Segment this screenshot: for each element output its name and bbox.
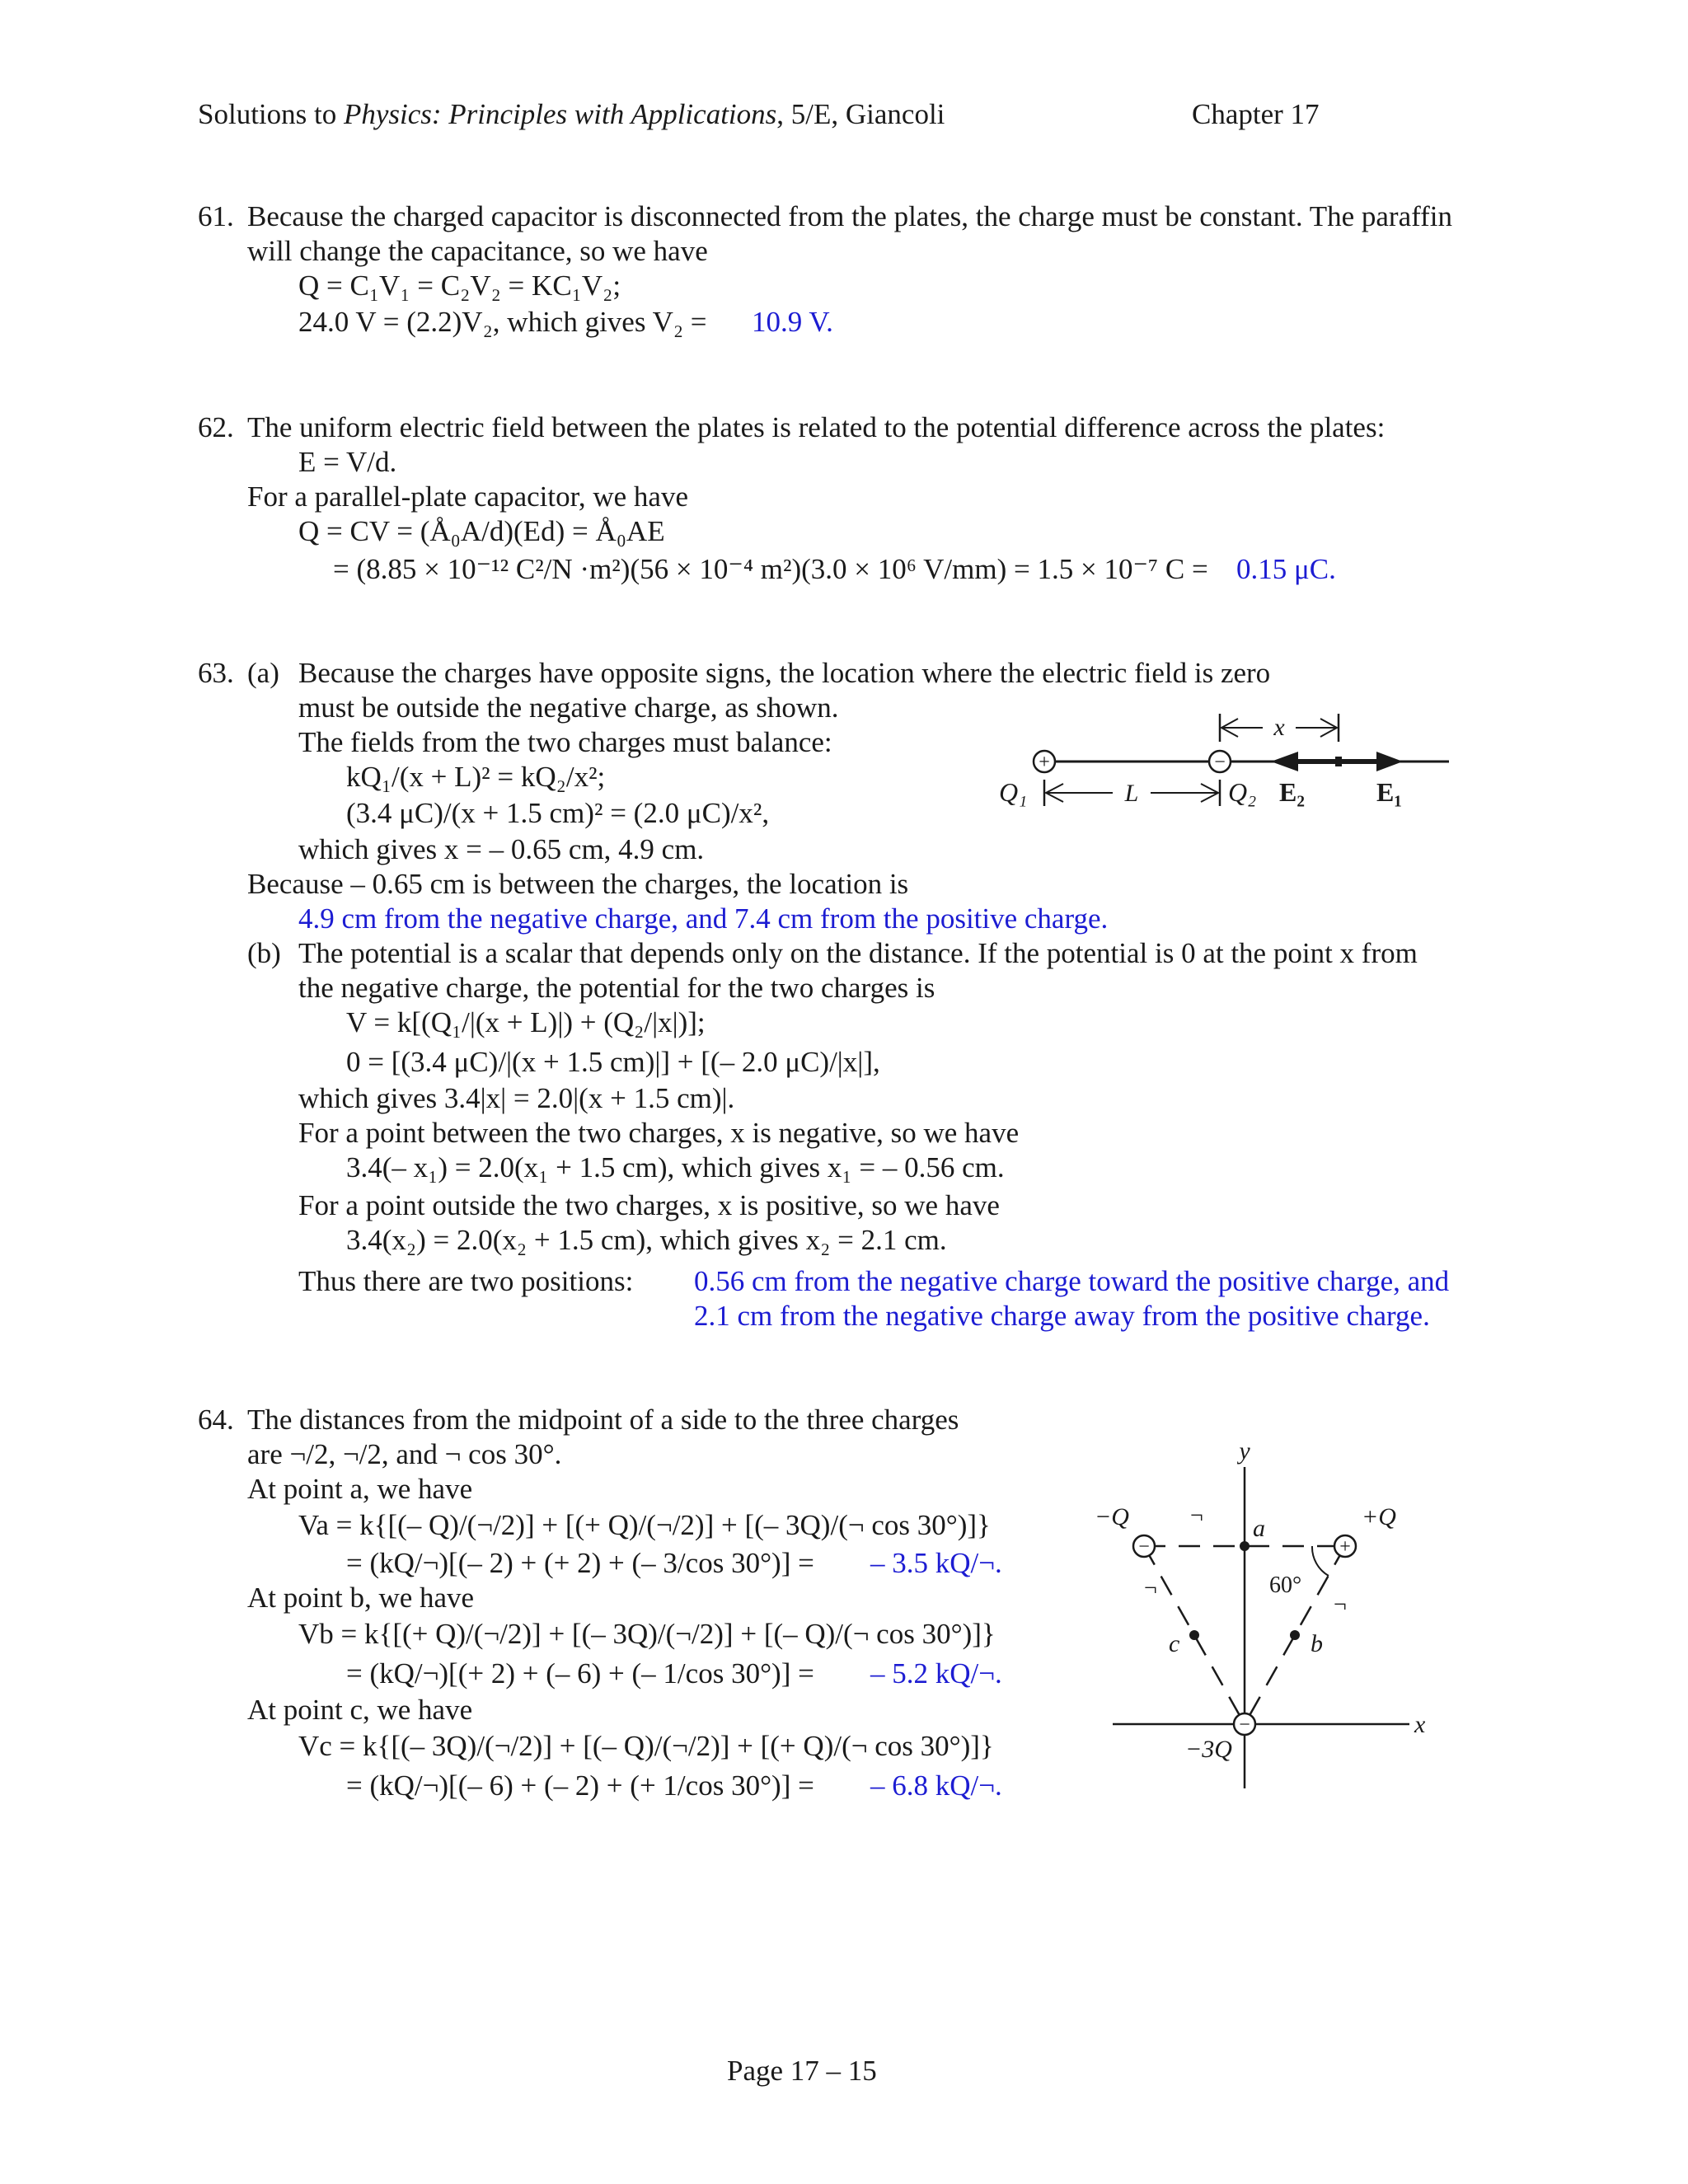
- problem-64-va-2: = (kQ/¬)[(– 2) + (+ 2) + (– 3/cos 30°)] =: [346, 1547, 814, 1579]
- side-label-top: ¬: [1190, 1503, 1203, 1529]
- problem-63-a-line-2: must be outside the negative charge, as shown.: [298, 691, 839, 724]
- q2-label: Q₂: [1228, 777, 1257, 807]
- problem-62-line-1: The uniform electric field between the plates is related to the potential difference across the plates:: [247, 411, 1386, 443]
- x-label: x: [1273, 714, 1285, 741]
- problem-63-equation-4: 0 = [(3.4 μC)/|(x + 1.5 cm)|] + [(– 2.0 μC)/|x|],: [346, 1046, 880, 1078]
- problem-64-va-1: Va = k{[(– Q)/(¬/2)] + [(+ Q)/(¬/2)] + [(– 3Q)/(¬ cos 30°)]}: [298, 1509, 991, 1541]
- point-b-label: b: [1311, 1630, 1323, 1657]
- angle-label: 60°: [1269, 1572, 1302, 1598]
- problem-63-part-a-label: (a): [247, 657, 279, 689]
- header-prefix: Solutions to: [198, 98, 344, 130]
- point-a-label: a: [1253, 1515, 1265, 1542]
- problem-64-line-1: The distances from the midpoint of a side to the three charges: [247, 1404, 959, 1436]
- point-b: [1290, 1630, 1300, 1640]
- problem-63-b-line-1: The potential is a scalar that depends only on the distance. If the potential is 0 at the point x from: [298, 937, 1418, 969]
- angle-arc: [1312, 1546, 1329, 1576]
- problem-64-number: 64.: [198, 1404, 234, 1436]
- problem-63-a-line-5: Because – 0.65 cm is between the charges, the location is: [247, 868, 909, 900]
- side-label-left: ¬: [1144, 1576, 1157, 1601]
- y-axis-label: y: [1239, 1437, 1250, 1465]
- problem-61-line-2: will change the capacitance, so we have: [247, 235, 708, 267]
- problem-63-equation-5: 3.4(– x₁) = 2.0(x₁ + 1.5 cm), which gives x₁ = – 0.56 cm.: [346, 1151, 1005, 1183]
- e2-label: E₂: [1279, 777, 1305, 807]
- problem-64-vc-2: = (kQ/¬)[(– 6) + (– 2) + (+ 1/cos 30°)] =: [346, 1769, 814, 1802]
- problem-62-equation-3: = (8.85 × 10⁻¹² C²/N ·m²)(56 × 10⁻⁴ m²)(3.0 × 10⁶ V/mm) = 1.5 × 10⁻⁷ C =: [333, 553, 1208, 585]
- problem-61-equation-2: 24.0 V = (2.2)V₂, which gives V₂ =: [298, 306, 707, 338]
- charge-label-neg-3q: −3Q: [1185, 1736, 1232, 1763]
- problem-64-vc-1: Vc = k{[(– 3Q)/(¬/2)] + [(– Q)/(¬/2)] + [(+ Q)/(¬ cos 30°)]}: [298, 1730, 994, 1762]
- problem-61-answer: 10.9 V.: [752, 306, 833, 338]
- page-number: Page 17 – 15: [727, 2055, 877, 2087]
- problem-64-vb-2: = (kQ/¬)[(+ 2) + (– 6) + (– 1/cos 30°)] =: [346, 1657, 814, 1690]
- problem-63-part-b-label: (b): [247, 937, 281, 969]
- problem-63-equation-2: (3.4 μC)/(x + 1.5 cm)² = (2.0 μC)/x²,: [346, 797, 770, 829]
- charge-label-pos-q: +Q: [1362, 1503, 1396, 1530]
- header-suffix: , 5/E, Giancoli: [776, 98, 945, 130]
- problem-63-b-line-3: which gives 3.4|x| = 2.0|(x + 1.5 cm)|.: [298, 1082, 735, 1114]
- problem-64-line-2: are ¬/2, ¬/2, and ¬ cos 30°.: [247, 1438, 562, 1470]
- point-a: [1240, 1541, 1250, 1551]
- problem-63-a-line-1: Because the charges have opposite signs, the location where the electric field is zero: [298, 657, 1271, 689]
- e1-arrow-head: [1376, 752, 1403, 771]
- problem-63-answer-b-2: 2.1 cm from the negative charge away from the positive charge.: [694, 1300, 1430, 1332]
- book-title: Physics: Principles with Applications: [343, 98, 777, 130]
- problem-63-b-line-6: Thus there are two positions:: [298, 1265, 634, 1297]
- negative-3q-sign: −: [1239, 1714, 1250, 1736]
- problem-63-b-line-2: the negative charge, the potential for the two charges is: [298, 972, 935, 1004]
- e2-arrow-head: [1271, 752, 1298, 771]
- chapter-label: Chapter 17: [1192, 98, 1320, 130]
- problem-63-equation-6: 3.4(x₂) = 2.0(x₂ + 1.5 cm), which gives x₂ = 2.1 cm.: [346, 1224, 947, 1256]
- page-header: [198, 97, 945, 132]
- problem-61-line-1: Because the charged capacitor is disconnected from the plates, the charge must be constant. The paraffin: [247, 200, 1453, 232]
- charges-on-line-figure: [973, 701, 1484, 824]
- problem-63-b-line-4: For a point between the two charges, x is negative, so we have: [298, 1117, 1020, 1149]
- problem-63-b-line-5: For a point outside the two charges, x is positive, so we have: [298, 1189, 1000, 1221]
- problem-63-equation-1: kQ₁/(x + L)² = kQ₂/x²;: [346, 761, 606, 793]
- problem-64-vb-1: Vb = k{[(+ Q)/(¬/2)] + [(– 3Q)/(¬/2)] + [(– Q)/(¬ cos 30°)]}: [298, 1618, 996, 1650]
- side-label-right: ¬: [1334, 1592, 1347, 1618]
- problem-63-equation-3: V = k[(Q₁/|(x + L)|) + (Q₂/|x|)];: [346, 1006, 706, 1038]
- problem-64-answer-a: – 3.5 kQ/¬.: [870, 1547, 1002, 1579]
- e1-label: E₁: [1376, 777, 1402, 807]
- problem-61-number: 61.: [198, 200, 234, 232]
- problem-62-equation-2: Q = CV = (Å₀A/d)(Ed) = Å₀AE: [298, 515, 665, 547]
- q1-label: Q₁: [999, 777, 1028, 807]
- problem-61-equation-1: Q = C₁V₁ = C₂V₂ = KC₁V₂;: [298, 269, 621, 302]
- l-label: L: [1124, 780, 1139, 807]
- problem-64-answer-c: – 6.8 kQ/¬.: [870, 1769, 1002, 1802]
- negative-sign: −: [1214, 752, 1226, 773]
- zero-field-point: [1335, 757, 1342, 766]
- positive-q-sign: +: [1339, 1536, 1351, 1558]
- problem-63-answer-b-1: 0.56 cm from the negative charge toward the positive charge, and: [694, 1265, 1450, 1297]
- problem-63-a-line-4: which gives x = – 0.65 cm, 4.9 cm.: [298, 833, 705, 865]
- problem-64-line-5: At point c, we have: [247, 1694, 473, 1726]
- positive-sign: +: [1039, 752, 1050, 773]
- problem-64-line-3: At point a, we have: [247, 1473, 473, 1505]
- problem-64-line-4: At point b, we have: [247, 1582, 475, 1614]
- charge-label-neg-q: −Q: [1095, 1503, 1129, 1530]
- point-c-label: c: [1169, 1630, 1180, 1657]
- negative-q-sign: −: [1138, 1536, 1150, 1558]
- problem-63-answer-a: 4.9 cm from the negative charge, and 7.4 cm from the positive charge.: [298, 902, 1109, 935]
- x-axis-label: x: [1414, 1711, 1426, 1738]
- problem-62-answer: 0.15 μC.: [1236, 553, 1336, 585]
- problem-62-equation-1: E = V/d.: [298, 446, 397, 478]
- problem-63-number: 63.: [198, 657, 234, 689]
- problem-64-answer-b: – 5.2 kQ/¬.: [870, 1657, 1002, 1690]
- problem-63-a-line-3: The fields from the two charges must balance:: [298, 726, 832, 758]
- point-c: [1189, 1630, 1199, 1640]
- problem-62-number: 62.: [198, 411, 234, 443]
- problem-62-line-2: For a parallel-plate capacitor, we have: [247, 480, 688, 513]
- triangle-charges-figure: [1088, 1434, 1451, 1813]
